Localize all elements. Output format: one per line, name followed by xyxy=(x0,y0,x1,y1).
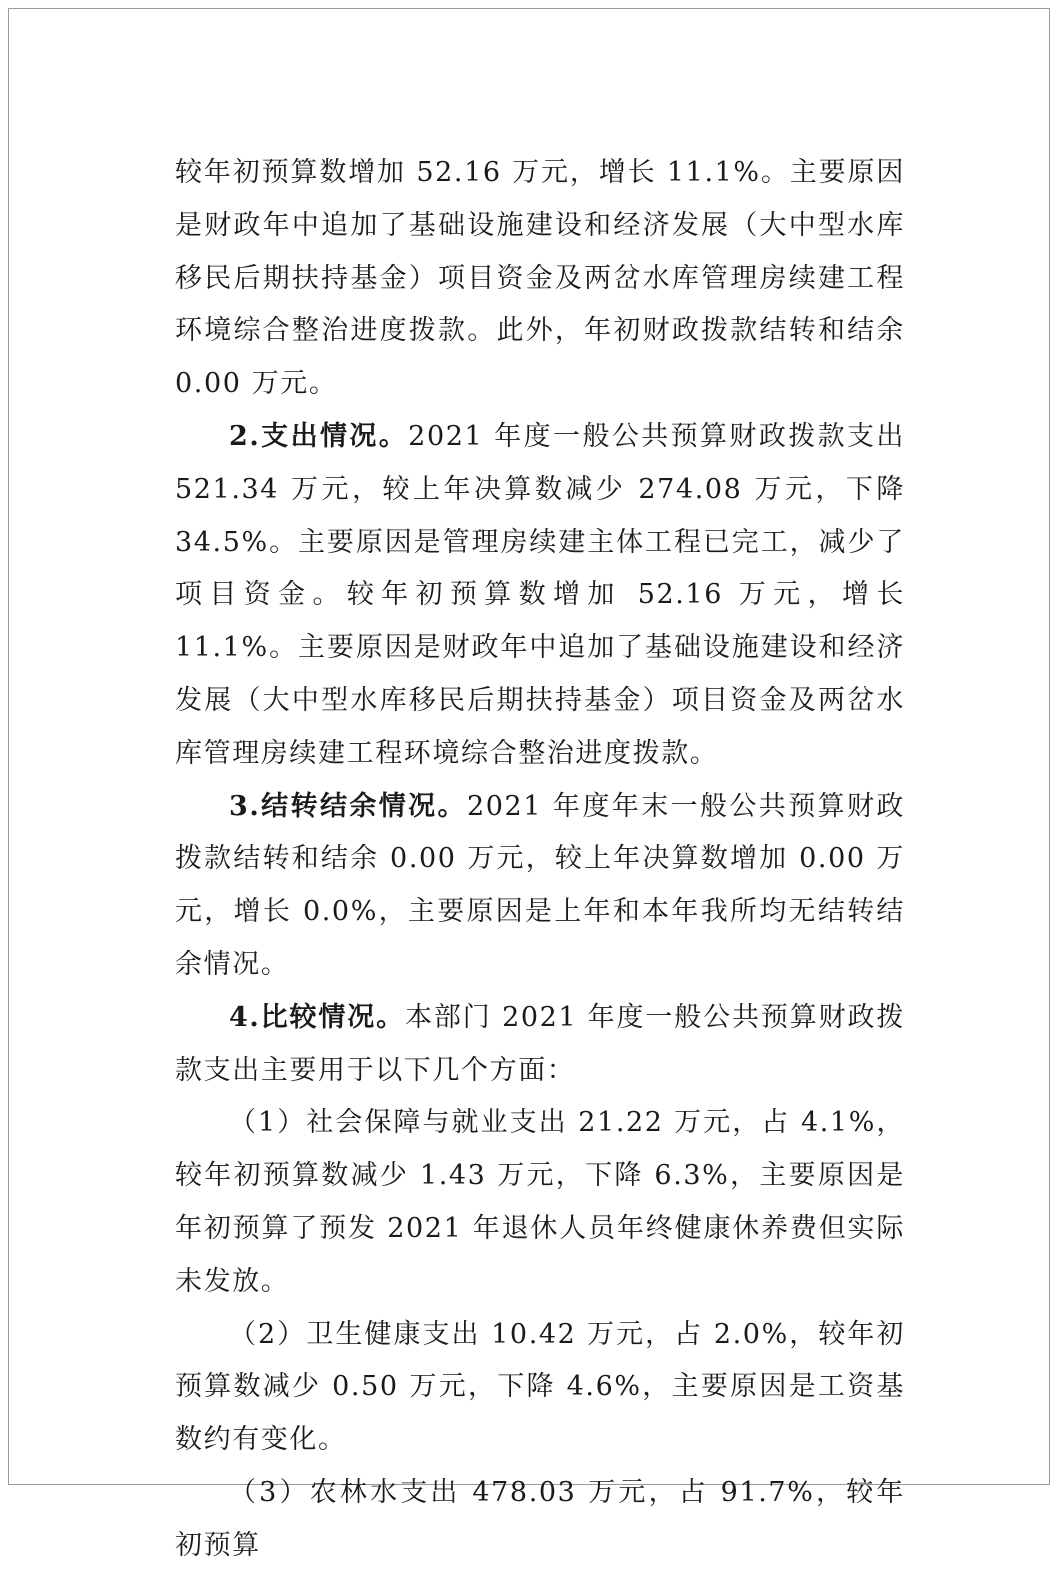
section-body-expenditure: 2021 年度一般公共预算财政拨款支出 521.34 万元，较上年决算数减少 274.08 万元，下降 34.5%。主要原因是管理房续建主体工程已完工，减少了项目资金。较年初预算数增加 52.16 万元，增长 11.1%。主要原因是财政年中追加了基础设施建设和经济发展（大中型水库移民后期扶持基金）项目资金及两岔水库管理房续建工程环境综合整治进度拨款。 xyxy=(175,420,906,769)
list-item-health: （2）卫生健康支出 10.42 万元，占 2.0%，较年初预算数减少 0.50 万元，下降 4.6%，主要原因是工资基数约有变化。 xyxy=(175,1318,905,1456)
section-heading-carryover: 3.结转结余情况。 xyxy=(229,790,467,822)
paragraph-expenditure xyxy=(175,411,905,781)
section-body-carryover: 2021 年度年末一般公共预算财政拨款结转和结余 0.00 万元，较上年决算数增加 0.00 万元，增长 0.0%，主要原因是上年和本年我所均无结转结余情况。 xyxy=(175,790,905,980)
section-body-comparison: 本部门 2021 年度一般公共预算财政拨款支出主要用于以下几个方面： xyxy=(175,1001,905,1086)
paragraph-carryover xyxy=(175,781,905,992)
document-body xyxy=(175,147,905,1573)
list-item-social-security: （1）社会保障与就业支出 21.22 万元，占 4.1%，较年初预算数减少 1.43 万元，下降 6.3%，主要原因是年初预算了预发 2021 年退休人员年终健康休养费但实际未发放。 xyxy=(175,1107,905,1297)
section-heading-expenditure: 2.支出情况。 xyxy=(229,420,409,452)
section-heading-comparison: 4.比较情况。 xyxy=(229,1001,406,1033)
paragraph-intro: 较年初预算数增加 52.16 万元，增长 11.1%。主要原因是财政年中追加了基础设施建设和经济发展（大中型水库移民后期扶持基金）项目资金及两岔水库管理房续建工程环境综合整治进度拨款。此外，年初财政拨款结转和结余 0.00 万元。 xyxy=(175,157,905,400)
list-item-agriculture: （3）农林水支出 478.03 万元，占 91.7%，较年初预算 xyxy=(175,1476,905,1561)
paragraph-comparison xyxy=(175,992,905,1098)
page-frame xyxy=(8,8,1050,1561)
